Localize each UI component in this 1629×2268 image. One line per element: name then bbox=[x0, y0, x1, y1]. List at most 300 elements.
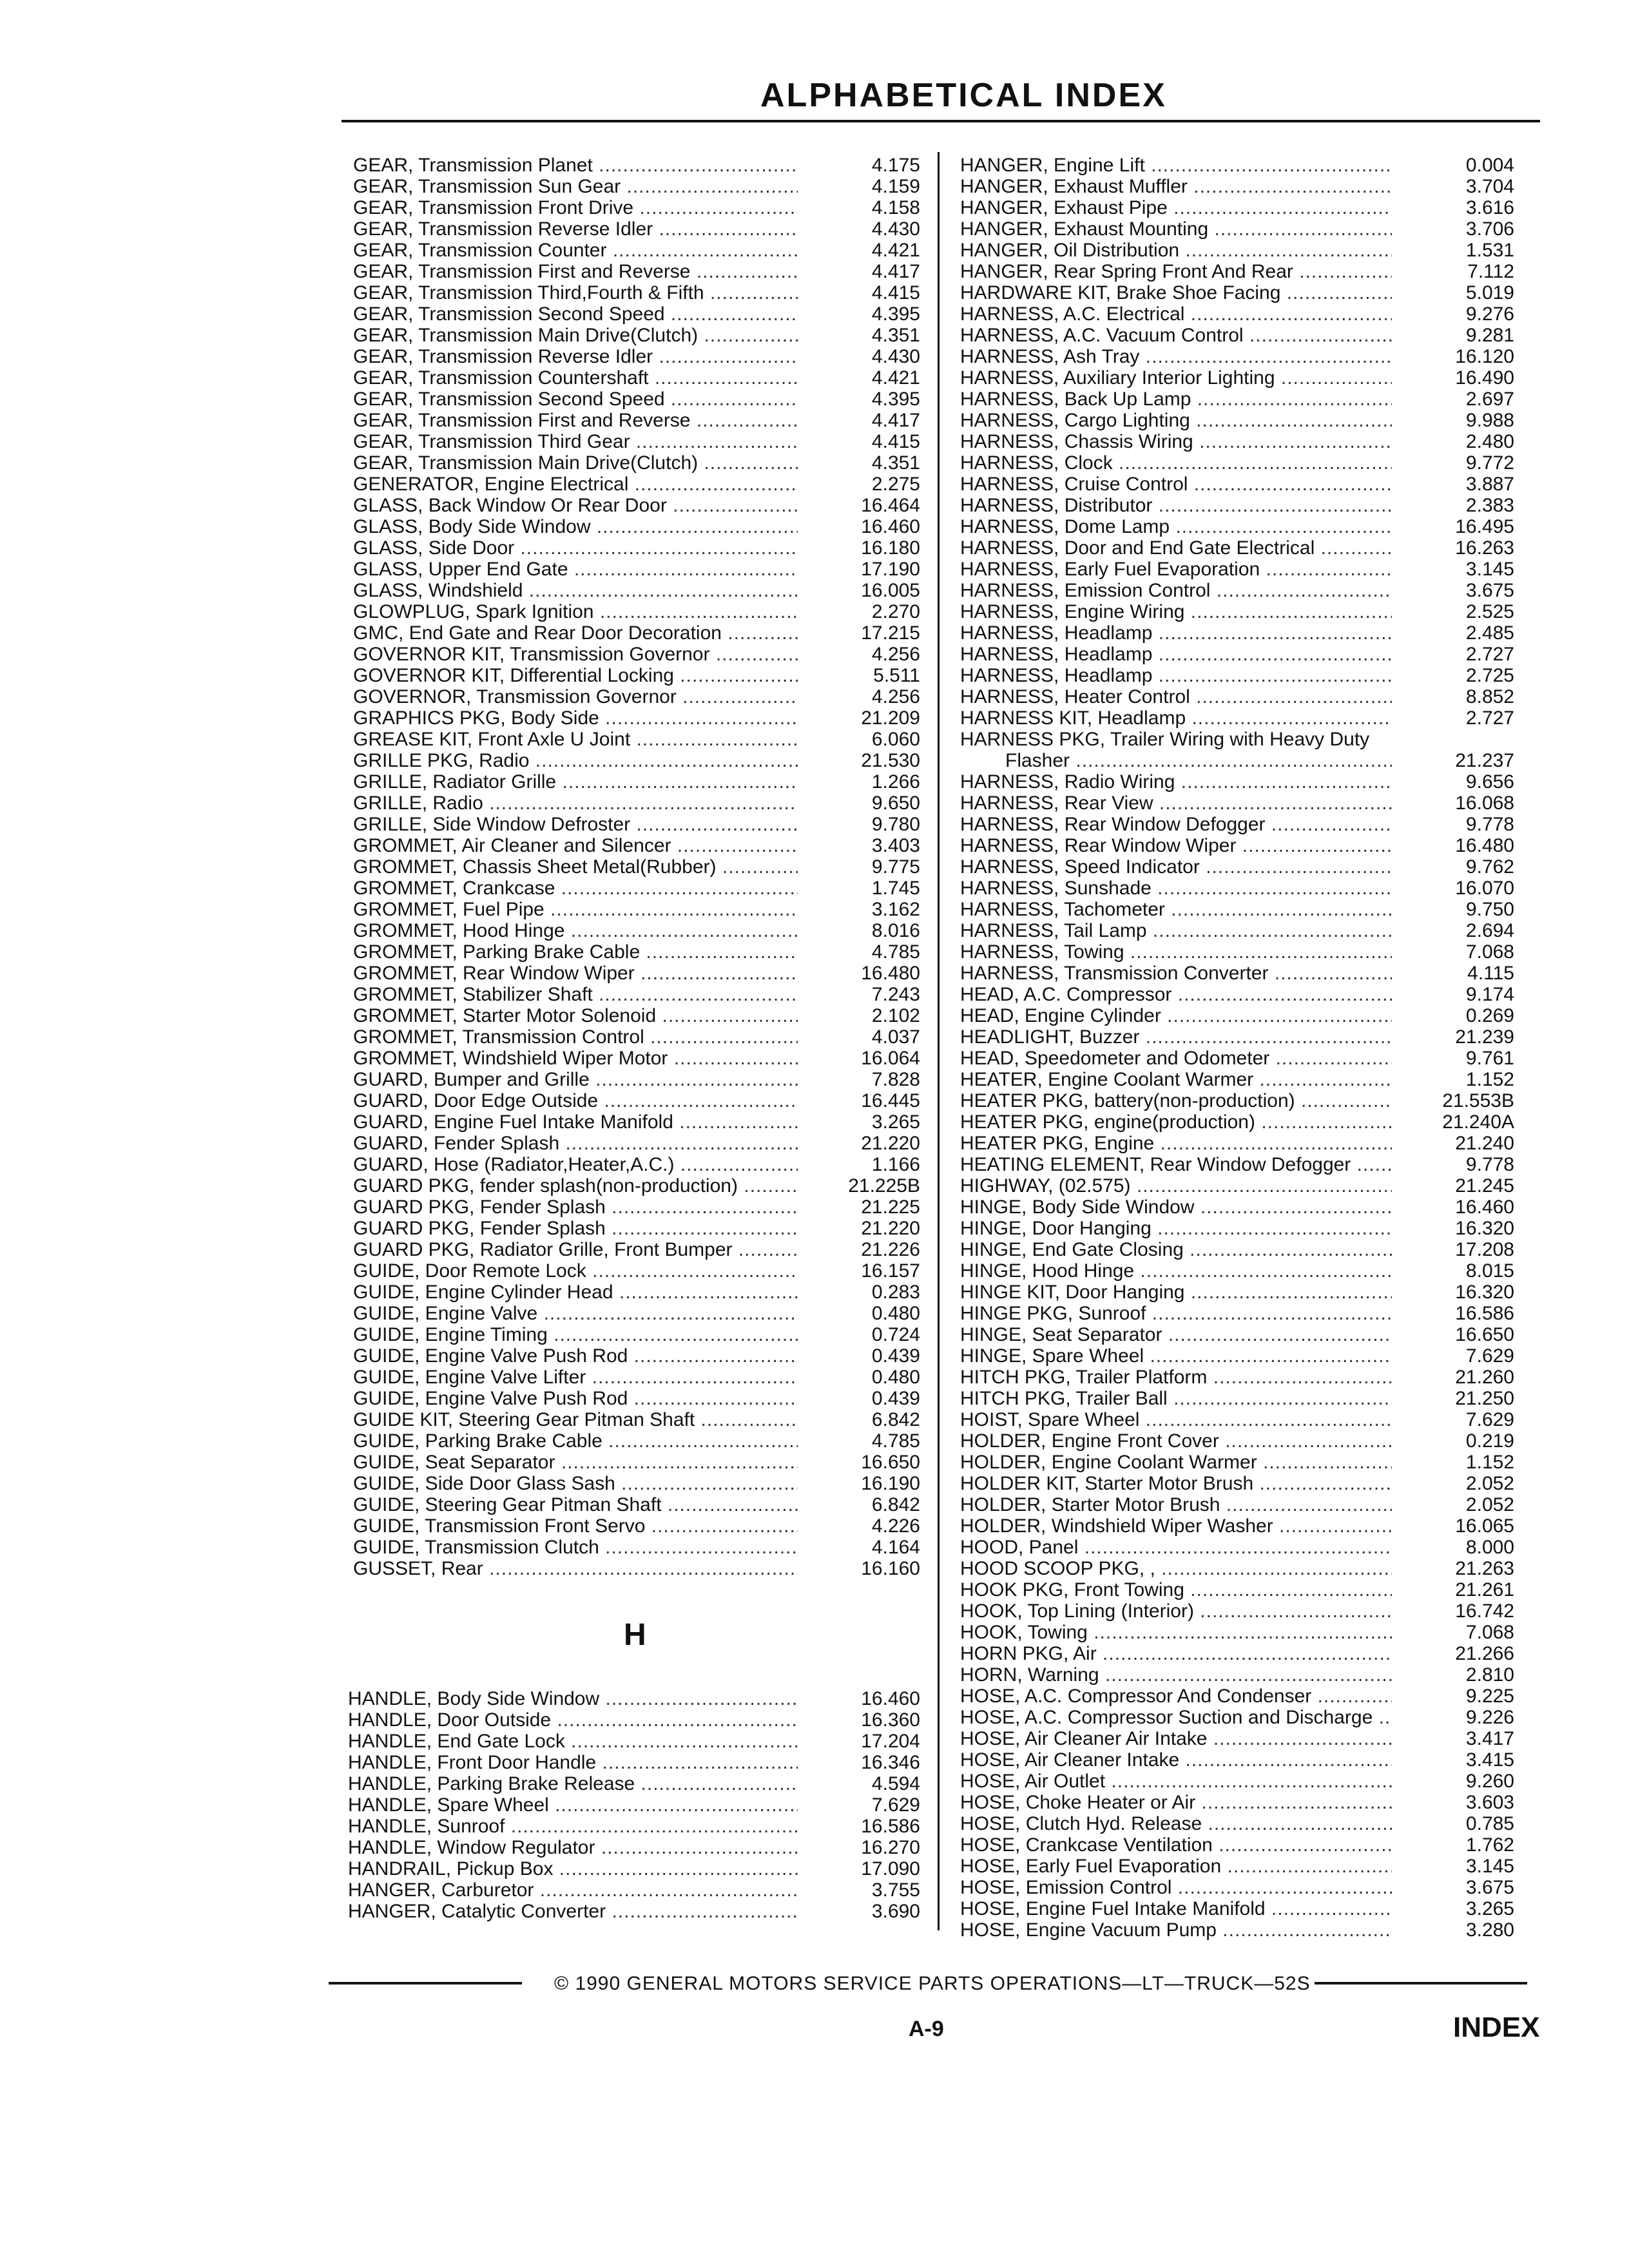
entry-label: GROMMET, Windshield Wiper Motor ..... bbox=[353, 1048, 798, 1069]
entry-label: HOSE, Crankcase Ventilation ..... bbox=[960, 1834, 1392, 1856]
index-entry bbox=[353, 601, 920, 622]
index-entry bbox=[353, 580, 920, 601]
entry-page-ref: 16.180 bbox=[804, 537, 920, 559]
entry-page-ref: 4.417 bbox=[804, 410, 920, 431]
entry-page-ref: 4.594 bbox=[804, 1773, 920, 1794]
entry-page-ref: 2.725 bbox=[1398, 665, 1514, 686]
entry-label-line1: HARNESS PKG, Trailer Wiring with Heavy Duty bbox=[960, 729, 1370, 750]
entry-label: HARNESS, Chassis Wiring ..... bbox=[960, 431, 1392, 452]
entry-page-ref: 3.280 bbox=[1398, 1919, 1514, 1941]
entry-label: HITCH PKG, Trailer Ball ..... bbox=[960, 1388, 1392, 1409]
entry-label: HANDLE, Window Regulator ..... bbox=[348, 1837, 798, 1858]
index-entry bbox=[960, 495, 1514, 516]
entry-page-ref: 2.485 bbox=[1398, 622, 1514, 644]
entry-page-ref: 16.157 bbox=[804, 1260, 920, 1282]
entry-label: HARNESS, Back Up Lamp ..... bbox=[960, 389, 1392, 410]
entry-page-ref: 21.245 bbox=[1398, 1175, 1514, 1196]
entry-page-ref: 3.145 bbox=[1398, 559, 1514, 580]
entry-page-ref: 3.675 bbox=[1398, 580, 1514, 601]
entry-page-ref: 2.052 bbox=[1398, 1494, 1514, 1515]
entry-label: HARNESS, Cruise Control ..... bbox=[960, 474, 1392, 495]
entry-page-ref: 16.070 bbox=[1398, 878, 1514, 899]
index-entry bbox=[960, 1196, 1514, 1218]
entry-label: GUIDE, Seat Separator ..... bbox=[353, 1452, 798, 1473]
entry-page-ref: 9.656 bbox=[1398, 771, 1514, 793]
entry-label: HOOK, Top Lining (Interior) ..... bbox=[960, 1600, 1392, 1622]
entry-page-ref: 1.152 bbox=[1398, 1069, 1514, 1090]
entry-label: HEATER, Engine Coolant Warmer ..... bbox=[960, 1069, 1392, 1090]
entry-label: GROMMET, Fuel Pipe ..... bbox=[353, 899, 798, 920]
entry-label: HINGE, Hood Hinge ..... bbox=[960, 1260, 1392, 1282]
entry-page-ref: 3.706 bbox=[1398, 218, 1514, 240]
index-entry bbox=[960, 1856, 1514, 1877]
entry-label: HEAD, Speedometer and Odometer ..... bbox=[960, 1048, 1392, 1069]
entry-page-ref: 3.417 bbox=[1398, 1728, 1514, 1749]
index-entry bbox=[353, 856, 920, 878]
index-entry bbox=[348, 1688, 920, 1709]
entry-label: GUARD, Bumper and Grille ..... bbox=[353, 1069, 798, 1090]
index-entry bbox=[353, 622, 920, 644]
entry-label: HOIST, Spare Wheel ..... bbox=[960, 1409, 1392, 1430]
index-entry bbox=[960, 1452, 1514, 1473]
index-entry bbox=[960, 601, 1514, 622]
index-entry bbox=[353, 1452, 920, 1473]
entry-label: GUIDE, Engine Valve Lifter ..... bbox=[353, 1367, 798, 1388]
index-entry bbox=[960, 1154, 1514, 1175]
index-entry bbox=[960, 1600, 1514, 1622]
entry-label: GROMMET, Crankcase ..... bbox=[353, 878, 798, 899]
entry-label: GLOWPLUG, Spark Ignition ..... bbox=[353, 601, 798, 622]
index-entry bbox=[353, 984, 920, 1005]
entry-page-ref: 4.175 bbox=[804, 155, 920, 176]
entry-label: HANGER, Exhaust Muffler ..... bbox=[960, 176, 1392, 197]
entry-page-ref: 21.226 bbox=[804, 1239, 920, 1260]
entry-page-ref: 0.439 bbox=[804, 1345, 920, 1367]
index-entry bbox=[960, 1494, 1514, 1515]
entry-label: HOLDER, Starter Motor Brush ..... bbox=[960, 1494, 1392, 1515]
entry-label: HOLDER KIT, Starter Motor Brush ..... bbox=[960, 1473, 1392, 1494]
entry-label: GEAR, Transmission Second Speed ..... bbox=[353, 389, 798, 410]
entry-page-ref: 21.240A bbox=[1398, 1111, 1514, 1133]
index-entry bbox=[353, 1367, 920, 1388]
entry-page-ref: 6.060 bbox=[804, 729, 920, 750]
entry-label: HARNESS, Sunshade ..... bbox=[960, 878, 1392, 899]
index-entry bbox=[960, 1898, 1514, 1919]
entry-page-ref: 4.164 bbox=[804, 1537, 920, 1558]
column-divider bbox=[938, 152, 940, 1930]
entry-page-ref: 2.102 bbox=[804, 1005, 920, 1026]
index-entry bbox=[353, 474, 920, 495]
entry-page-ref: 3.403 bbox=[804, 835, 920, 856]
index-entry bbox=[960, 1282, 1514, 1303]
entry-label: GRILLE, Side Window Defroster ..... bbox=[353, 814, 798, 835]
index-entry bbox=[960, 1069, 1514, 1090]
entry-page-ref: 4.415 bbox=[804, 431, 920, 452]
entry-label: GLASS, Windshield ..... bbox=[353, 580, 798, 601]
entry-label: GEAR, Transmission Reverse Idler ..... bbox=[353, 346, 798, 367]
entry-page-ref: 7.112 bbox=[1398, 261, 1514, 282]
index-entry bbox=[348, 1901, 920, 1922]
entry-label: HANDLE, Body Side Window ..... bbox=[348, 1688, 798, 1709]
index-entry bbox=[348, 1837, 920, 1858]
entry-page-ref: 9.225 bbox=[1398, 1686, 1514, 1707]
index-entry bbox=[960, 240, 1514, 261]
index-entry bbox=[960, 516, 1514, 537]
index-entry bbox=[348, 1752, 920, 1773]
left-index-column bbox=[353, 155, 920, 1579]
entry-label: GEAR, Transmission Front Drive ..... bbox=[353, 197, 798, 218]
entry-label: HEATER PKG, Engine ..... bbox=[960, 1133, 1392, 1154]
entry-page-ref: 2.727 bbox=[1398, 707, 1514, 729]
entry-label: GUIDE, Steering Gear Pitman Shaft ..... bbox=[353, 1494, 798, 1515]
index-entry bbox=[353, 1196, 920, 1218]
index-entry bbox=[960, 1324, 1514, 1345]
entry-label: HANDLE, Sunroof ..... bbox=[348, 1816, 798, 1837]
entry-page-ref: 16.460 bbox=[804, 1688, 920, 1709]
index-entry bbox=[960, 1239, 1514, 1260]
entry-page-ref: 9.780 bbox=[804, 814, 920, 835]
index-entry bbox=[353, 707, 920, 729]
entry-label: HOSE, Air Outlet ..... bbox=[960, 1771, 1392, 1792]
index-entry bbox=[960, 835, 1514, 856]
entry-label: GRILLE, Radio ..... bbox=[353, 793, 798, 814]
entry-label: GUIDE, Transmission Clutch ..... bbox=[353, 1537, 798, 1558]
entry-label: GLASS, Body Side Window ..... bbox=[353, 516, 798, 537]
index-entry bbox=[960, 665, 1514, 686]
entry-label: HANDLE, Door Outside ..... bbox=[348, 1709, 798, 1731]
index-entry bbox=[960, 1260, 1514, 1282]
entry-label: HEAD, A.C. Compressor ..... bbox=[960, 984, 1392, 1005]
entry-page-ref: 1.745 bbox=[804, 878, 920, 899]
entry-page-ref: 16.445 bbox=[804, 1090, 920, 1111]
index-entry bbox=[353, 1409, 920, 1430]
index-entry bbox=[960, 1579, 1514, 1600]
index-entry bbox=[960, 984, 1514, 1005]
entry-label: GUARD, Door Edge Outside ..... bbox=[353, 1090, 798, 1111]
entry-page-ref: 0.480 bbox=[804, 1367, 920, 1388]
entry-page-ref: 1.762 bbox=[1398, 1834, 1514, 1856]
index-entry bbox=[960, 1686, 1514, 1707]
index-entry bbox=[960, 899, 1514, 920]
index-entry bbox=[960, 1643, 1514, 1664]
index-entry bbox=[353, 1515, 920, 1537]
entry-label: GLASS, Side Door ..... bbox=[353, 537, 798, 559]
entry-label: GRAPHICS PKG, Body Side ..... bbox=[353, 707, 798, 729]
index-entry bbox=[353, 1069, 920, 1090]
index-entry bbox=[960, 559, 1514, 580]
section-label: INDEX bbox=[1453, 2012, 1540, 2043]
index-entry bbox=[353, 410, 920, 431]
entry-page-ref: 9.174 bbox=[1398, 984, 1514, 1005]
entry-page-ref: 4.785 bbox=[804, 1430, 920, 1452]
index-entry bbox=[960, 1537, 1514, 1558]
entry-page-ref: 9.260 bbox=[1398, 1771, 1514, 1792]
entry-label: HARNESS, Rear Window Wiper ..... bbox=[960, 835, 1392, 856]
entry-page-ref: 9.778 bbox=[1398, 814, 1514, 835]
entry-page-ref: 21.239 bbox=[1398, 1026, 1514, 1048]
index-entry bbox=[353, 303, 920, 325]
entry-label: HOSE, Clutch Hyd. Release ..... bbox=[960, 1813, 1392, 1834]
entry-label: HARNESS, Dome Lamp ..... bbox=[960, 516, 1392, 537]
entry-page-ref: 9.775 bbox=[804, 856, 920, 878]
entry-page-ref: 16.065 bbox=[1398, 1515, 1514, 1537]
entry-label: GOVERNOR, Transmission Governor ..... bbox=[353, 686, 798, 707]
entry-label: GUIDE, Engine Valve ..... bbox=[353, 1303, 798, 1324]
index-entry bbox=[353, 1048, 920, 1069]
entry-page-ref: 17.204 bbox=[804, 1731, 920, 1752]
entry-page-ref: 5.019 bbox=[1398, 282, 1514, 303]
entry-label: HOOK PKG, Front Towing ..... bbox=[960, 1579, 1392, 1600]
entry-label: HOSE, Engine Vacuum Pump ..... bbox=[960, 1919, 1392, 1941]
index-entry bbox=[353, 750, 920, 771]
index-entry bbox=[353, 835, 920, 856]
entry-label: HANGER, Carburetor ..... bbox=[348, 1879, 798, 1901]
entry-page-ref: 0.724 bbox=[804, 1324, 920, 1345]
entry-page-ref: 6.842 bbox=[804, 1409, 920, 1430]
index-entry bbox=[960, 537, 1514, 559]
entry-label: HOSE, A.C. Compressor And Condenser ..... bbox=[960, 1686, 1392, 1707]
index-entry bbox=[960, 1367, 1514, 1388]
index-entry bbox=[353, 729, 920, 750]
index-entry bbox=[960, 410, 1514, 431]
entry-label: GRILLE, Radiator Grille ..... bbox=[353, 771, 798, 793]
index-entry bbox=[353, 1345, 920, 1367]
index-entry bbox=[353, 963, 920, 984]
index-entry bbox=[960, 1792, 1514, 1813]
entry-label: GEAR, Transmission First and Reverse ..... bbox=[353, 261, 798, 282]
index-entry bbox=[353, 1558, 920, 1579]
entry-label: HARNESS, Tail Lamp ..... bbox=[960, 920, 1392, 941]
entry-page-ref: 21.209 bbox=[804, 707, 920, 729]
index-entry bbox=[353, 814, 920, 835]
index-entry bbox=[353, 1026, 920, 1048]
index-entry bbox=[960, 1345, 1514, 1367]
index-entry bbox=[960, 580, 1514, 601]
index-entry bbox=[960, 176, 1514, 197]
index-entry bbox=[960, 474, 1514, 495]
entry-page-ref: 2.697 bbox=[1398, 389, 1514, 410]
page-number: A-9 bbox=[909, 2017, 944, 2041]
index-entry bbox=[353, 1218, 920, 1239]
entry-label: GUIDE, Engine Valve Push Rod ..... bbox=[353, 1388, 798, 1409]
entry-label: GUIDE, Side Door Glass Sash ..... bbox=[353, 1473, 798, 1494]
entry-label-line2: Flasher ..... bbox=[960, 750, 1392, 771]
index-entry bbox=[353, 516, 920, 537]
entry-page-ref: 21.240 bbox=[1398, 1133, 1514, 1154]
entry-page-ref: 16.650 bbox=[1398, 1324, 1514, 1345]
footer-rule-right bbox=[1315, 1982, 1527, 1984]
entry-page-ref: 4.430 bbox=[804, 218, 920, 240]
index-entry bbox=[348, 1858, 920, 1879]
index-entry bbox=[353, 218, 920, 240]
entry-label: HARNESS, Door and End Gate Electrical ..... bbox=[960, 537, 1392, 559]
entry-page-ref: 17.215 bbox=[804, 622, 920, 644]
entry-label: GEAR, Transmission Main Drive(Clutch) ..... bbox=[353, 325, 798, 346]
entry-page-ref: 7.828 bbox=[804, 1069, 920, 1090]
entry-label: GEAR, Transmission Sun Gear ..... bbox=[353, 176, 798, 197]
index-entry bbox=[960, 282, 1514, 303]
index-entry bbox=[353, 1133, 920, 1154]
entry-page-ref: 16.490 bbox=[1398, 367, 1514, 389]
entry-page-ref: 21.260 bbox=[1398, 1367, 1514, 1388]
entry-page-ref: 0.269 bbox=[1398, 1005, 1514, 1026]
index-entry bbox=[960, 1175, 1514, 1196]
entry-label: HANGER, Rear Spring Front And Rear ..... bbox=[960, 261, 1392, 282]
entry-page-ref: 4.037 bbox=[804, 1026, 920, 1048]
entry-page-ref: 3.162 bbox=[804, 899, 920, 920]
entry-label: HOLDER, Windshield Wiper Washer ..... bbox=[960, 1515, 1392, 1537]
index-entry bbox=[960, 389, 1514, 410]
index-entry bbox=[353, 452, 920, 474]
entry-label: HARNESS, Speed Indicator ..... bbox=[960, 856, 1392, 878]
entry-label: HOLDER, Engine Front Cover ..... bbox=[960, 1430, 1392, 1452]
entry-page-ref: 16.464 bbox=[804, 495, 920, 516]
index-entry bbox=[960, 1133, 1514, 1154]
entry-label: HARNESS, Headlamp ..... bbox=[960, 644, 1392, 665]
entry-page-ref: 16.064 bbox=[804, 1048, 920, 1069]
entry-page-ref: 9.281 bbox=[1398, 325, 1514, 346]
left-index-column-h bbox=[348, 1688, 920, 1922]
entry-page-ref: 4.415 bbox=[804, 282, 920, 303]
entry-page-ref: 1.166 bbox=[804, 1154, 920, 1175]
index-entry bbox=[353, 1282, 920, 1303]
entry-page-ref: 4.395 bbox=[804, 303, 920, 325]
entry-page-ref: 3.265 bbox=[1398, 1898, 1514, 1919]
copyright-footer: © 1990 GENERAL MOTORS SERVICE PARTS OPERATIONS—LT—TRUCK—52S bbox=[554, 1973, 1311, 1994]
index-entry bbox=[353, 240, 920, 261]
entry-page-ref: 0.283 bbox=[804, 1282, 920, 1303]
entry-label: GLASS, Upper End Gate ..... bbox=[353, 559, 798, 580]
entry-label: HOSE, Air Cleaner Air Intake ..... bbox=[960, 1728, 1392, 1749]
entry-page-ref: 9.750 bbox=[1398, 899, 1514, 920]
entry-page-ref: 1.152 bbox=[1398, 1452, 1514, 1473]
entry-page-ref: 21.237 bbox=[1398, 750, 1514, 771]
index-entry bbox=[960, 1048, 1514, 1069]
entry-page-ref: 4.417 bbox=[804, 261, 920, 282]
entry-page-ref: 4.351 bbox=[804, 325, 920, 346]
entry-page-ref: 4.256 bbox=[804, 686, 920, 707]
index-entry bbox=[960, 963, 1514, 984]
entry-page-ref: 7.629 bbox=[1398, 1409, 1514, 1430]
entry-page-ref: 2.810 bbox=[1398, 1664, 1514, 1686]
index-entry bbox=[353, 899, 920, 920]
entry-label: HARNESS, Headlamp ..... bbox=[960, 622, 1392, 644]
index-entry bbox=[353, 1005, 920, 1026]
entry-label: GUARD, Hose (Radiator,Heater,A.C.) ..... bbox=[353, 1154, 798, 1175]
entry-label: HINGE KIT, Door Hanging ..... bbox=[960, 1282, 1392, 1303]
entry-page-ref: 7.629 bbox=[1398, 1345, 1514, 1367]
index-entry bbox=[960, 941, 1514, 963]
entry-label: HARNESS, A.C. Electrical ..... bbox=[960, 303, 1392, 325]
entry-page-ref: 16.346 bbox=[804, 1752, 920, 1773]
entry-page-ref: 16.005 bbox=[804, 580, 920, 601]
index-entry bbox=[960, 1834, 1514, 1856]
entry-page-ref: 21.261 bbox=[1398, 1579, 1514, 1600]
entry-page-ref: 4.421 bbox=[804, 240, 920, 261]
entry-page-ref: 1.531 bbox=[1398, 240, 1514, 261]
entry-label bbox=[960, 729, 1392, 771]
entry-label: GEAR, Transmission Reverse Idler ..... bbox=[353, 218, 798, 240]
entry-label: HOSE, Air Cleaner Intake ..... bbox=[960, 1749, 1392, 1771]
entry-label: HANDLE, Front Door Handle ..... bbox=[348, 1752, 798, 1773]
entry-label: HANGER, Oil Distribution ..... bbox=[960, 240, 1392, 261]
entry-page-ref: 16.586 bbox=[804, 1816, 920, 1837]
index-entry bbox=[960, 1026, 1514, 1048]
entry-label: GROMMET, Air Cleaner and Silencer ..... bbox=[353, 835, 798, 856]
entry-label: HARNESS, Auxiliary Interior Lighting ..... bbox=[960, 367, 1392, 389]
index-entry bbox=[348, 1731, 920, 1752]
entry-page-ref: 0.785 bbox=[1398, 1813, 1514, 1834]
index-entry bbox=[353, 793, 920, 814]
entry-label: HANGER, Engine Lift ..... bbox=[960, 155, 1392, 176]
entry-page-ref: 16.480 bbox=[1398, 835, 1514, 856]
right-index-column bbox=[960, 155, 1514, 1941]
entry-label: HARNESS, Towing ..... bbox=[960, 941, 1392, 963]
index-entry bbox=[960, 878, 1514, 899]
entry-label: HARNESS, Transmission Converter ..... bbox=[960, 963, 1392, 984]
entry-page-ref: 16.742 bbox=[1398, 1600, 1514, 1622]
index-entry bbox=[353, 389, 920, 410]
entry-page-ref: 16.068 bbox=[1398, 793, 1514, 814]
entry-page-ref: 0.004 bbox=[1398, 155, 1514, 176]
entry-page-ref: 3.690 bbox=[804, 1901, 920, 1922]
entry-page-ref: 21.266 bbox=[1398, 1643, 1514, 1664]
entry-page-ref: 2.480 bbox=[1398, 431, 1514, 452]
entry-label: HEATER PKG, battery(non-production) ..... bbox=[960, 1090, 1392, 1111]
index-entry bbox=[353, 920, 920, 941]
entry-page-ref: 9.650 bbox=[804, 793, 920, 814]
entry-page-ref: 21.225 bbox=[804, 1196, 920, 1218]
entry-label: HARNESS, Engine Wiring ..... bbox=[960, 601, 1392, 622]
entry-label: GROMMET, Hood Hinge ..... bbox=[353, 920, 798, 941]
entry-label: HARNESS, Radio Wiring ..... bbox=[960, 771, 1392, 793]
entry-label: HANDLE, End Gate Lock ..... bbox=[348, 1731, 798, 1752]
entry-label: HORN, Warning ..... bbox=[960, 1664, 1392, 1686]
entry-page-ref: 9.778 bbox=[1398, 1154, 1514, 1175]
index-entry bbox=[353, 1175, 920, 1196]
entry-page-ref: 6.842 bbox=[804, 1494, 920, 1515]
entry-label: HARDWARE KIT, Brake Shoe Facing ..... bbox=[960, 282, 1392, 303]
index-entry bbox=[960, 1749, 1514, 1771]
index-entry bbox=[960, 1919, 1514, 1941]
entry-label: HANDRAIL, Pickup Box ..... bbox=[348, 1858, 798, 1879]
entry-label: GEAR, Transmission First and Reverse ..... bbox=[353, 410, 798, 431]
entry-page-ref: 9.276 bbox=[1398, 303, 1514, 325]
index-entry bbox=[353, 1473, 920, 1494]
index-entry bbox=[353, 1154, 920, 1175]
index-entry bbox=[960, 686, 1514, 707]
index-entry bbox=[960, 1409, 1514, 1430]
index-entry bbox=[353, 771, 920, 793]
index-entry bbox=[960, 1005, 1514, 1026]
index-entry bbox=[960, 1388, 1514, 1409]
entry-page-ref: 8.000 bbox=[1398, 1537, 1514, 1558]
index-entry bbox=[353, 1239, 920, 1260]
entry-label: HINGE, End Gate Closing ..... bbox=[960, 1239, 1392, 1260]
index-entry bbox=[353, 197, 920, 218]
entry-page-ref: 16.320 bbox=[1398, 1282, 1514, 1303]
index-entry bbox=[960, 1303, 1514, 1324]
index-entry bbox=[960, 1430, 1514, 1452]
index-entry bbox=[960, 1515, 1514, 1537]
index-entry bbox=[353, 1430, 920, 1452]
index-entry bbox=[960, 1664, 1514, 1686]
entry-label: HARNESS, Early Fuel Evaporation ..... bbox=[960, 559, 1392, 580]
entry-page-ref: 2.052 bbox=[1398, 1473, 1514, 1494]
entry-page-ref: 8.015 bbox=[1398, 1260, 1514, 1282]
entry-label: HOSE, A.C. Compressor Suction and Discharge ..... bbox=[960, 1707, 1392, 1728]
index-entry bbox=[353, 431, 920, 452]
